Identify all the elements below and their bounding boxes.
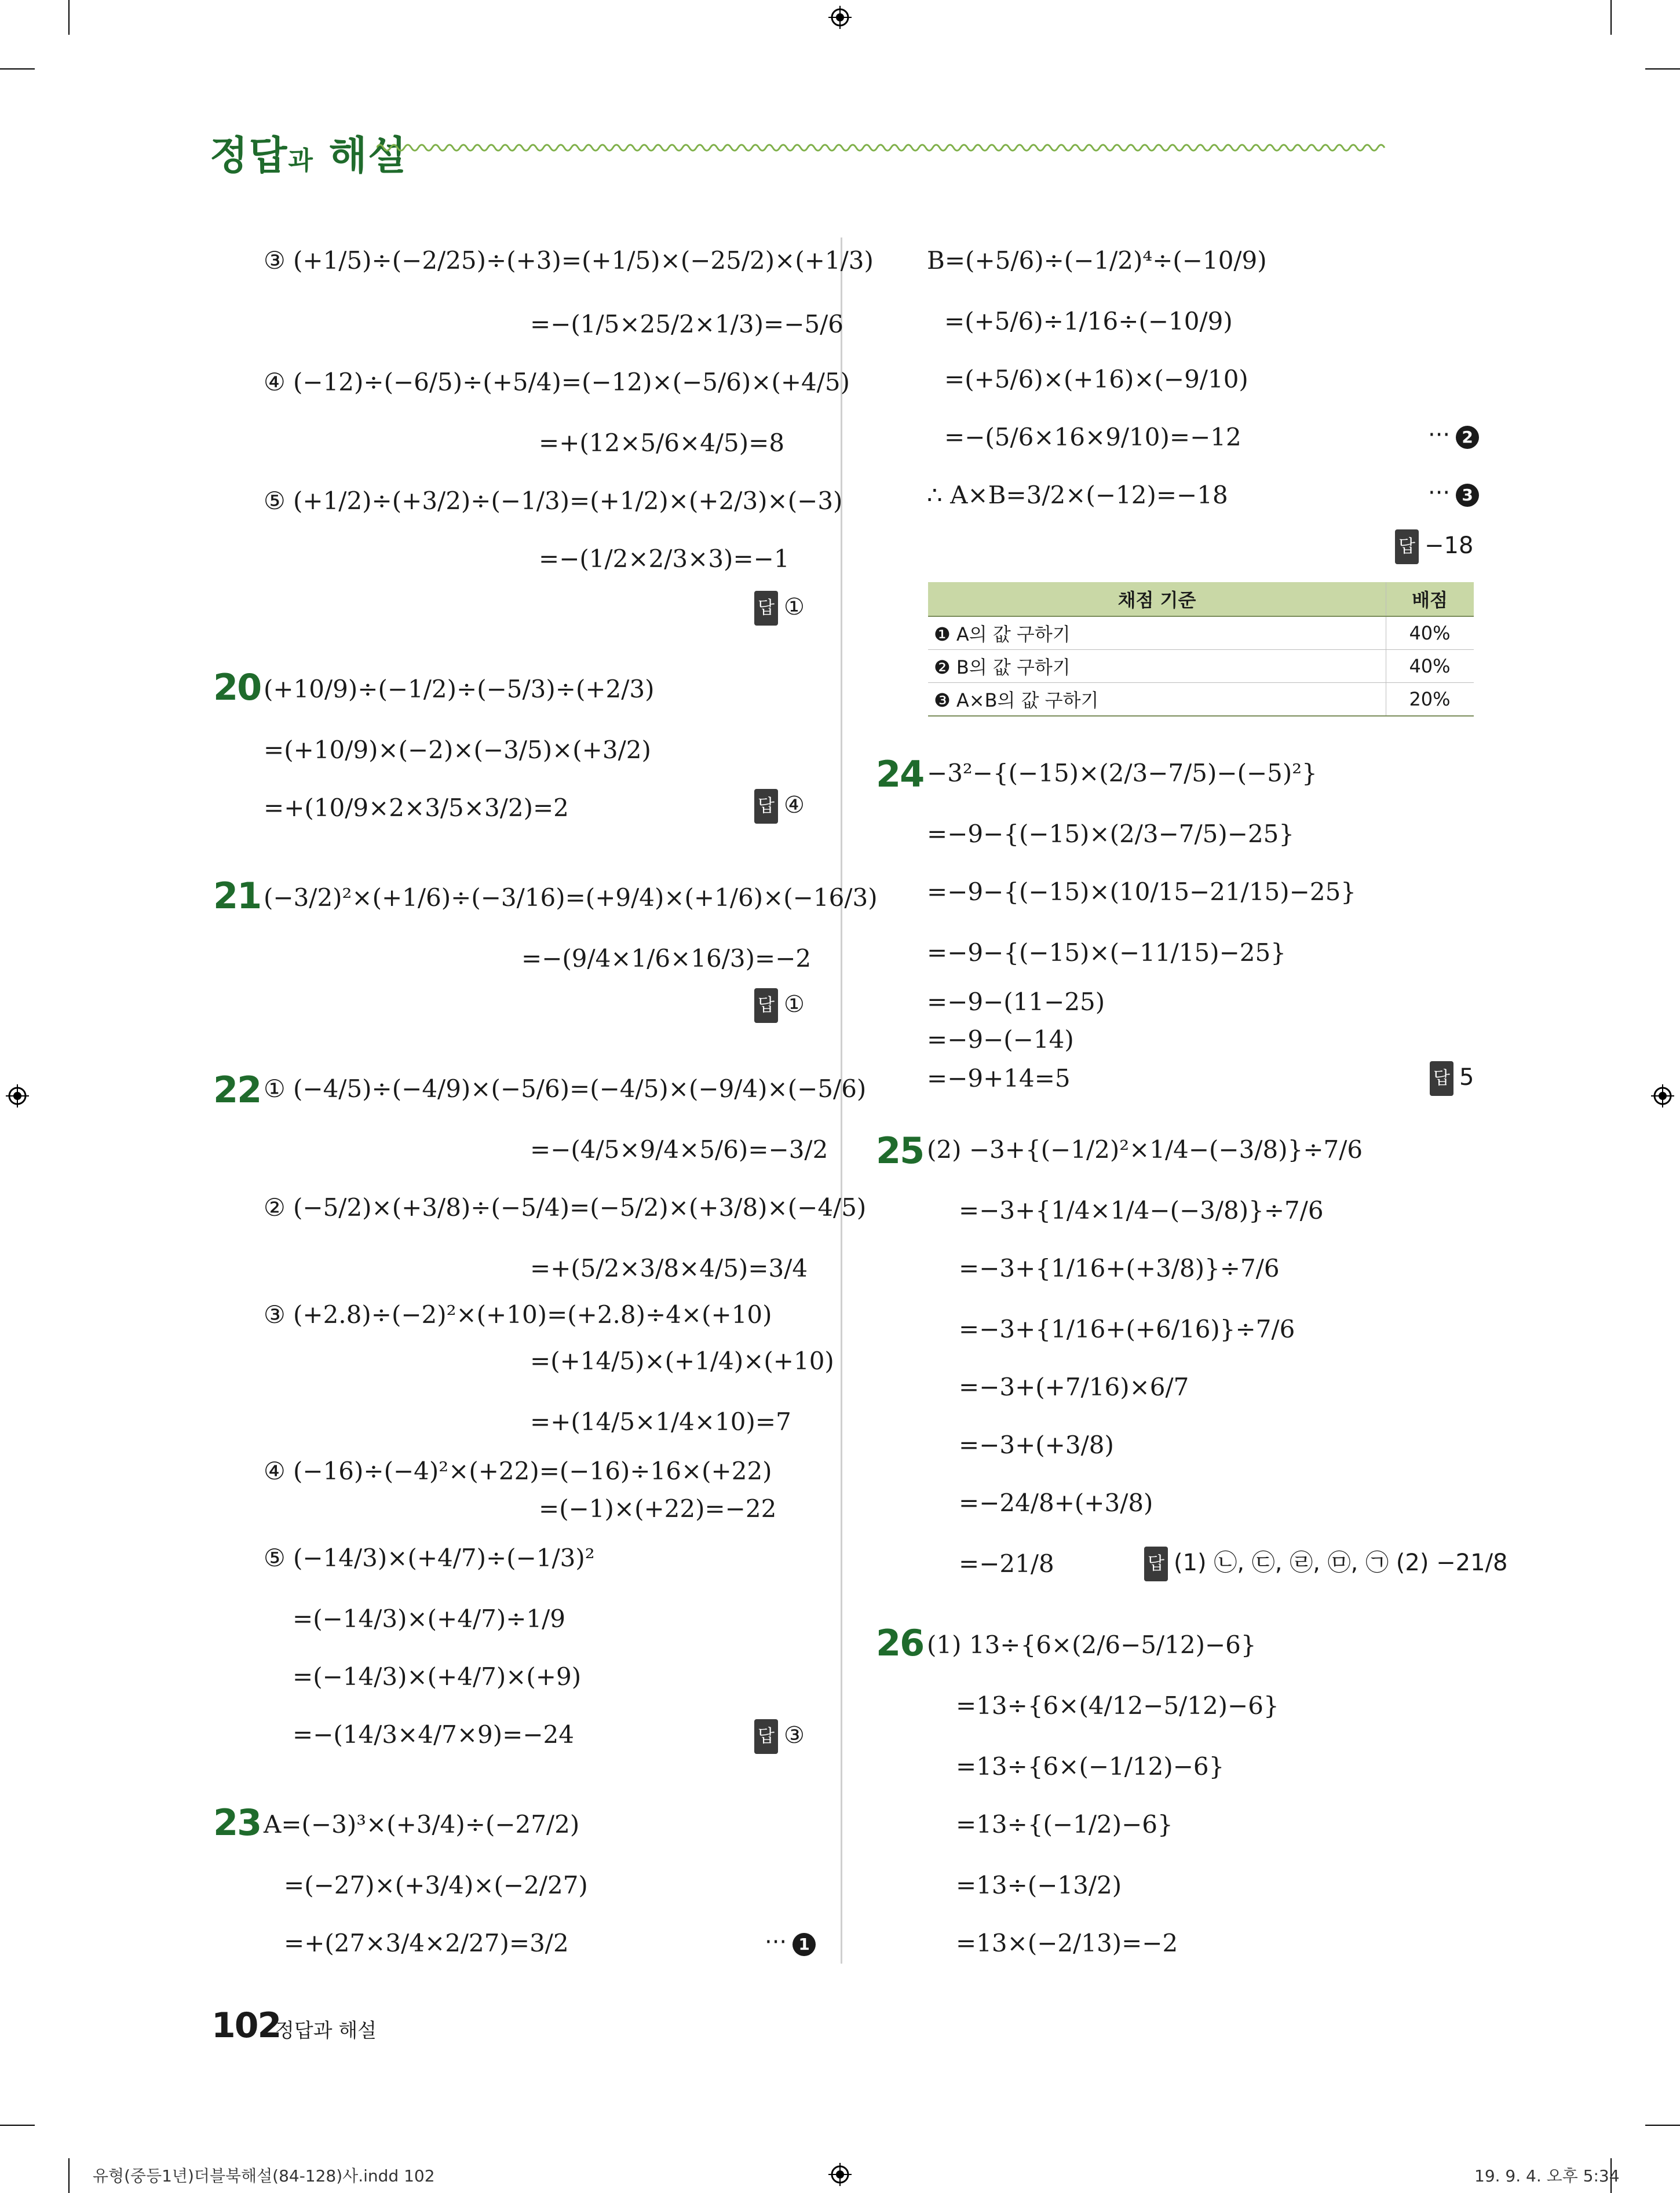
equation-line: =13×(−2/13)=−2 bbox=[956, 1929, 1178, 1957]
footer-label: 정답과 해설 bbox=[275, 2019, 377, 2042]
question-number: 21 bbox=[213, 875, 261, 917]
equation-line: =−9−(11−25) bbox=[927, 988, 1105, 1016]
answer-label: 답 ① bbox=[754, 988, 805, 1023]
question-number: 23 bbox=[213, 1801, 261, 1844]
equation-line: =+(27×3/4×2/27)=3/2 bbox=[284, 1929, 569, 1957]
equation-line: =13÷{(−1/2)−6} bbox=[956, 1810, 1173, 1839]
equation-line: =−3+{1/4×1/4−(−3/8)}÷7/6 bbox=[959, 1196, 1324, 1225]
question-number: 20 bbox=[213, 666, 261, 708]
scoring-table bbox=[928, 582, 1474, 717]
equation-line: =−9+14=5 bbox=[927, 1064, 1071, 1092]
equation-line: ④ (−16)÷(−4)²×(+22)=(−16)÷16×(+22) bbox=[264, 1457, 772, 1485]
header-wave-rule bbox=[377, 139, 1474, 156]
equation-line: (1) 13÷{6×(2/6−5/12)−6} bbox=[927, 1631, 1257, 1659]
equation-line: =+(14/5×1/4×10)=7 bbox=[530, 1408, 791, 1436]
equation-line: =(−27)×(+3/4)×(−2/27) bbox=[284, 1871, 588, 1899]
equation-line: =(+5/6)÷1/16÷(−10/9) bbox=[944, 307, 1233, 335]
answer-label: 답 ④ bbox=[754, 789, 805, 824]
table-row: ❷ B의 값 구하기 40% bbox=[928, 650, 1474, 683]
registration-mark-icon bbox=[6, 1084, 29, 1108]
crop-mark bbox=[68, 0, 70, 35]
equation-line: =−(1/5×25/2×1/3)=−5/6 bbox=[530, 310, 844, 338]
table-row: ❸ A×B의 값 구하기 20% bbox=[928, 683, 1474, 717]
crop-mark bbox=[1645, 68, 1680, 70]
equation-line: (2) −3+{(−1/2)²×1/4−(−3/8)}÷7/6 bbox=[927, 1135, 1363, 1164]
equation-line: =(+10/9)×(−2)×(−3/5)×(+3/2) bbox=[264, 736, 651, 764]
equation-line: =−9−{(−15)×(2/3−7/5)−25} bbox=[927, 820, 1295, 848]
equation-line: =−9−{(−15)×(10/15−21/15)−25} bbox=[927, 878, 1357, 906]
answer-label: 답 −18 bbox=[1395, 529, 1473, 564]
step-marker: ··· 1 bbox=[765, 1929, 816, 1956]
equation-line: =(−1)×(+22)=−22 bbox=[539, 1494, 777, 1523]
print-timestamp: 19. 9. 4. 오후 5:34 bbox=[1474, 2166, 1620, 2185]
print-slug: 유형(중등1년)더블북해설(84-128)사.indd 102 bbox=[93, 2166, 435, 2185]
crop-mark bbox=[1645, 2125, 1680, 2126]
table-header: 채점 기준 bbox=[928, 582, 1386, 616]
equation-line: ① (−4/5)÷(−4/9)×(−5/6)=(−4/5)×(−9/4)×(−5/6) bbox=[264, 1074, 867, 1103]
equation-line: =−3+{1/16+(+6/16)}÷7/6 bbox=[959, 1315, 1295, 1343]
equation-line: =−(4/5×9/4×5/6)=−3/2 bbox=[530, 1135, 828, 1164]
section-title: 정답과 해설 bbox=[210, 133, 407, 179]
equation-line: =−(14/3×4/7×9)=−24 bbox=[293, 1720, 574, 1749]
equation-line: =−3+{1/16+(+3/8)}÷7/6 bbox=[959, 1254, 1280, 1282]
equation-line: ⑤ (+1/2)÷(+3/2)÷(−1/3)=(+1/2)×(+2/3)×(−3) bbox=[264, 487, 843, 515]
equation-line: =−(5/6×16×9/10)=−12 bbox=[944, 423, 1241, 451]
answer-label: 답 (1) ㉡, ㉢, ㉣, ㉤, ㉠ (2) −21/8 bbox=[1144, 1547, 1508, 1581]
equation-line: =+(12×5/6×4/5)=8 bbox=[539, 429, 785, 457]
equation-line: =13÷(−13/2) bbox=[956, 1871, 1122, 1899]
equation-line: =+(10/9×2×3/5×3/2)=2 bbox=[264, 794, 569, 822]
equation-line: −3²−{(−15)×(2/3−7/5)−(−5)²} bbox=[927, 759, 1317, 787]
registration-mark-icon bbox=[828, 6, 852, 29]
equation-line: =(+14/5)×(+1/4)×(+10) bbox=[530, 1347, 834, 1375]
equation-line: =−(1/2×2/3×3)=−1 bbox=[539, 544, 790, 573]
equation-line: =13÷{6×(−1/12)−6} bbox=[956, 1752, 1225, 1781]
equation-line: =−24/8+(+3/8) bbox=[959, 1489, 1153, 1517]
crop-mark bbox=[1610, 0, 1612, 35]
answer-label: 답 ① bbox=[754, 591, 805, 626]
equation-line: =−9−(−14) bbox=[927, 1025, 1074, 1054]
table-row: ❶ A의 값 구하기 40% bbox=[928, 616, 1474, 650]
equation-line: ③ (+1/5)÷(−2/25)÷(+3)=(+1/5)×(−25/2)×(+1/3) bbox=[264, 246, 874, 275]
equation-line: (+10/9)÷(−1/2)÷(−5/3)÷(+2/3) bbox=[264, 675, 655, 703]
equation-line: =13÷{6×(4/12−5/12)−6} bbox=[956, 1691, 1279, 1720]
equation-line: =(+5/6)×(+16)×(−9/10) bbox=[944, 365, 1248, 393]
equation-line: A=(−3)³×(+3/4)÷(−27/2) bbox=[264, 1810, 580, 1839]
equation-line: =−21/8 bbox=[959, 1549, 1054, 1578]
question-number: 25 bbox=[876, 1130, 924, 1172]
equation-line: =+(5/2×3/8×4/5)=3/4 bbox=[530, 1254, 808, 1282]
equation-line: =−(9/4×1/6×16/3)=−2 bbox=[521, 944, 812, 973]
question-number: 22 bbox=[213, 1069, 261, 1111]
equation-line: =(−14/3)×(+4/7)×(+9) bbox=[293, 1662, 582, 1691]
equation-line: ③ (+2.8)÷(−2)²×(+10)=(+2.8)÷4×(+10) bbox=[264, 1300, 772, 1329]
equation-line: =−3+(+7/16)×6/7 bbox=[959, 1373, 1189, 1401]
equation-line: ∴ A×B=3/2×(−12)=−18 bbox=[927, 481, 1228, 509]
table-header: 배점 bbox=[1386, 582, 1474, 616]
step-marker: ··· 3 bbox=[1428, 480, 1479, 507]
equation-line: (−3/2)²×(+1/6)÷(−3/16)=(+9/4)×(+1/6)×(−16/3) bbox=[264, 883, 878, 912]
page-number: 102 bbox=[211, 2005, 281, 2046]
equation-line: ④ (−12)÷(−6/5)÷(+5/4)=(−12)×(−5/6)×(+4/5) bbox=[264, 368, 850, 396]
crop-mark bbox=[68, 2158, 70, 2193]
registration-mark-icon bbox=[1651, 1084, 1674, 1108]
equation-line: ⑤ (−14/3)×(+4/7)÷(−1/3)² bbox=[264, 1544, 595, 1572]
step-marker: ··· 2 bbox=[1428, 422, 1479, 449]
equation-line: ② (−5/2)×(+3/8)÷(−5/4)=(−5/2)×(+3/8)×(−4/5) bbox=[264, 1193, 867, 1222]
equation-line: =−3+(+3/8) bbox=[959, 1431, 1114, 1459]
answer-label: 답 ③ bbox=[754, 1719, 805, 1754]
crop-mark bbox=[0, 68, 35, 70]
equation-line: =(−14/3)×(+4/7)÷1/9 bbox=[293, 1604, 566, 1633]
answer-label: 답 5 bbox=[1430, 1061, 1474, 1096]
equation-line: B=(+5/6)÷(−1/2)⁴÷(−10/9) bbox=[927, 246, 1267, 275]
crop-mark bbox=[0, 2125, 35, 2126]
registration-mark-icon bbox=[828, 2163, 852, 2186]
question-number: 26 bbox=[876, 1622, 924, 1664]
equation-line: =−9−{(−15)×(−11/15)−25} bbox=[927, 938, 1286, 967]
question-number: 24 bbox=[876, 753, 924, 795]
